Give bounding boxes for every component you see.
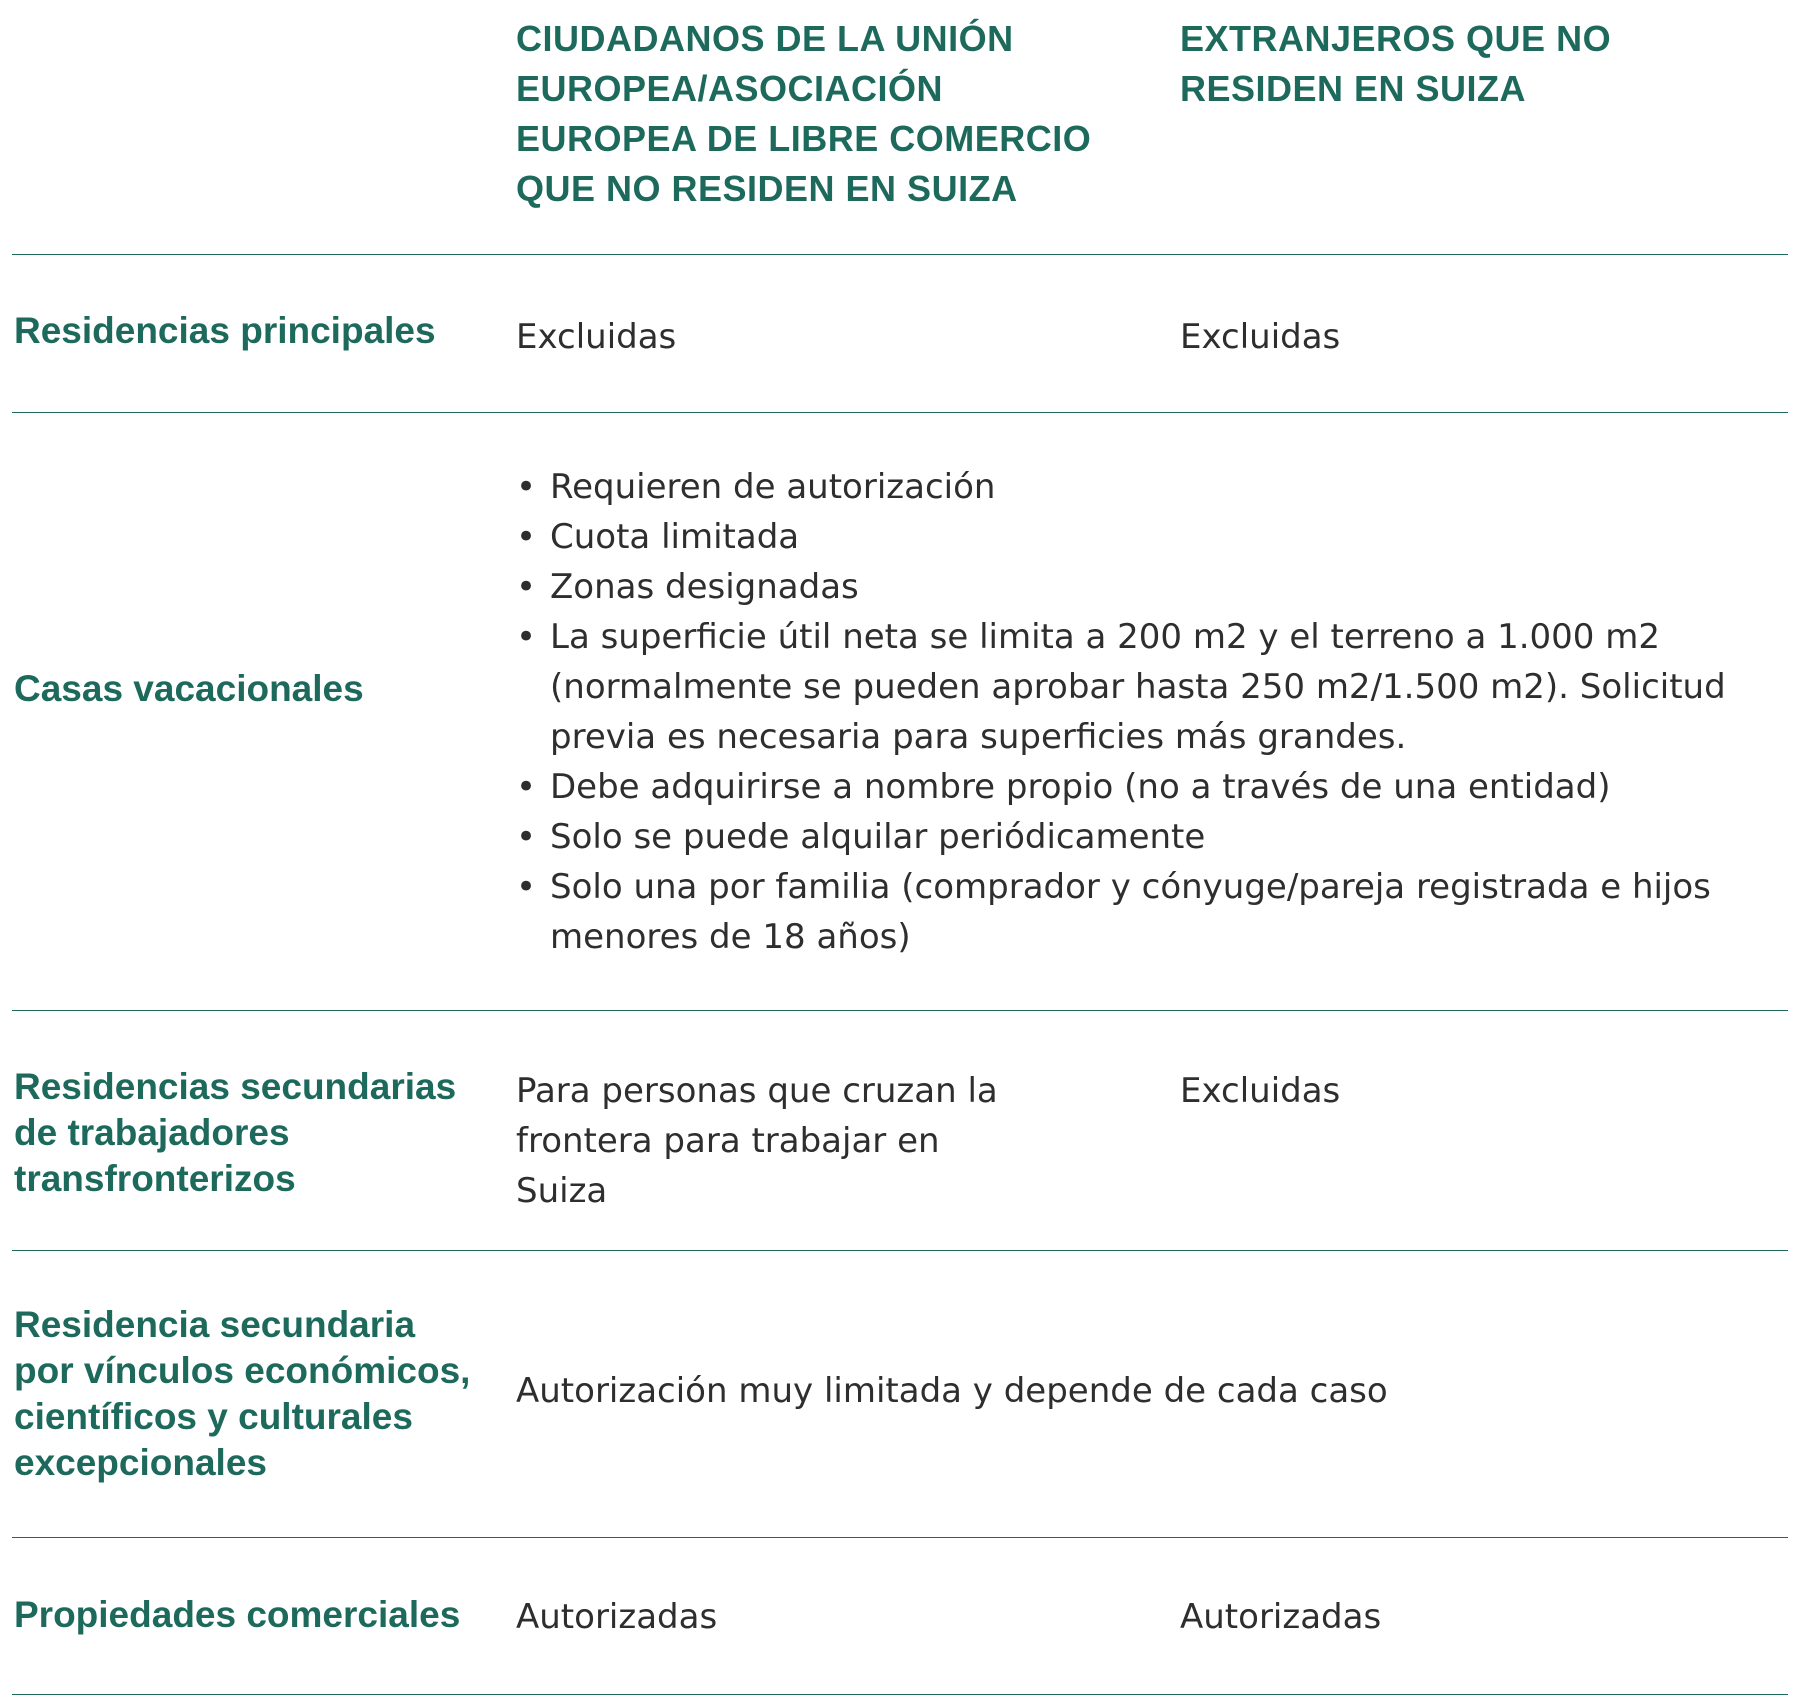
cell-eu-residencias-principales: Excluidas <box>516 317 677 357</box>
list-item <box>516 812 1756 862</box>
divider <box>12 1694 1788 1695</box>
bullet-icon: • <box>516 517 537 557</box>
divider <box>12 254 1788 255</box>
cell-ext-transfronterizos: Excluidas <box>1180 1071 1341 1111</box>
list-item-text: La superficie útil neta se limita a 200 m2 y el terreno a 1.000 m2 (normalmente se pueden aprobar hasta 250 m2/1.500 m2). Solicitud previa es necesaria para superficies más grandes. <box>550 617 1726 757</box>
requirements-list <box>516 462 1756 962</box>
cell-ext-comerciales: Autorizadas <box>1180 1597 1382 1637</box>
list-item-text: Requieren de autorización <box>550 467 996 507</box>
cell-vinculos: Autorización muy limitada y depende de cada caso <box>516 1371 1388 1411</box>
divider <box>12 1010 1788 1011</box>
cell-casas-vacacionales <box>516 462 1756 962</box>
list-item <box>516 462 1756 512</box>
list-item <box>516 862 1756 962</box>
bullet-icon: • <box>516 767 537 807</box>
list-item <box>516 562 1756 612</box>
list-item-text: Solo una por familia (comprador y cónyuge/pareja registrada e hijos menores de 18 años) <box>550 867 1711 957</box>
cell-ext-residencias-principales: Excluidas <box>1180 317 1341 357</box>
list-item <box>516 612 1756 762</box>
cell-eu-transfronterizos: Para personas que cruzan la frontera para trabajar en Suiza <box>516 1071 998 1211</box>
bullet-icon: • <box>516 617 537 657</box>
column-header-non-resident: EXTRANJEROS QUE NO RESIDEN EN SUIZA <box>1180 18 1612 109</box>
divider <box>12 1250 1788 1251</box>
cell-eu-comerciales: Autorizadas <box>516 1597 718 1637</box>
bullet-icon: • <box>516 817 537 857</box>
list-item <box>516 512 1756 562</box>
column-header-eu: CIUDADANOS DE LA UNIÓN EUROPEA/ASOCIACIÓN EUROPEA DE LIBRE COMERCIO QUE NO RESIDEN EN SUIZA <box>516 18 1092 209</box>
list-item-text: Cuota limitada <box>550 517 800 557</box>
table-header <box>0 0 1800 254</box>
bullet-icon: • <box>516 467 537 507</box>
list-item-text: Solo se puede alquilar periódicamente <box>550 817 1206 857</box>
bullet-icon: • <box>516 567 537 607</box>
row-label-casas-vacacionales: Casas vacacionales <box>14 668 364 709</box>
bullet-icon: • <box>516 867 537 907</box>
row-label-vinculos: Residencia secundaria por vínculos económicos, científicos y culturales excepcionales <box>14 1304 471 1483</box>
divider <box>12 1537 1788 1538</box>
list-item-text: Zonas designadas <box>550 567 859 607</box>
row-label-transfronterizos: Residencias secundarias de trabajadores transfronterizos <box>14 1066 457 1199</box>
row-label-residencias-principales: Residencias principales <box>14 310 436 351</box>
list-item-text: Debe adquirirse a nombre propio (no a través de una entidad) <box>550 767 1611 807</box>
divider <box>12 412 1788 413</box>
row-label-comerciales: Propiedades comerciales <box>14 1594 461 1635</box>
list-item <box>516 762 1756 812</box>
